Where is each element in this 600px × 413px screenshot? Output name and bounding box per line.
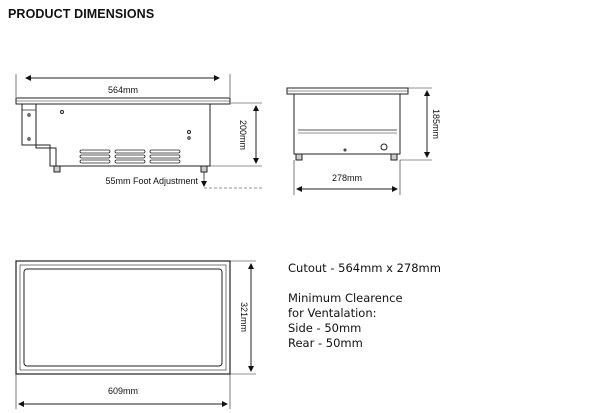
side-view bbox=[16, 74, 262, 188]
top-glass-panel bbox=[24, 269, 222, 366]
front-foot-left bbox=[296, 154, 302, 160]
top-width-label: 609mm bbox=[107, 386, 139, 396]
front-width-label: 278mm bbox=[331, 173, 363, 183]
clearance-heading-line-1: Minimum Clearence bbox=[288, 291, 403, 305]
foot-adjustment-label: 55mm Foot Adjustment bbox=[105, 176, 198, 186]
side-height-label: 200mm bbox=[238, 119, 248, 151]
front-height-label: 185mm bbox=[431, 108, 441, 140]
side-clearance: Side - 50mm bbox=[288, 321, 362, 335]
rear-clearance: Rear - 50mm bbox=[288, 336, 363, 350]
page-title: PRODUCT DIMENSIONS bbox=[8, 7, 155, 21]
side-bracket bbox=[22, 104, 56, 166]
clearance-heading-line-2: for Ventalation: bbox=[288, 306, 377, 320]
side-foot-right bbox=[201, 166, 207, 172]
top-outer-frame bbox=[16, 261, 230, 374]
side-width-label: 564mm bbox=[107, 85, 139, 95]
front-foot-right bbox=[391, 154, 397, 160]
cutout-note: Cutout - 564mm x 278mm bbox=[288, 261, 441, 275]
front-body bbox=[294, 94, 400, 154]
top-depth-label: 321mm bbox=[239, 301, 249, 333]
side-foot-left bbox=[54, 166, 60, 172]
side-vents bbox=[80, 150, 180, 163]
installation-notes bbox=[288, 261, 441, 351]
